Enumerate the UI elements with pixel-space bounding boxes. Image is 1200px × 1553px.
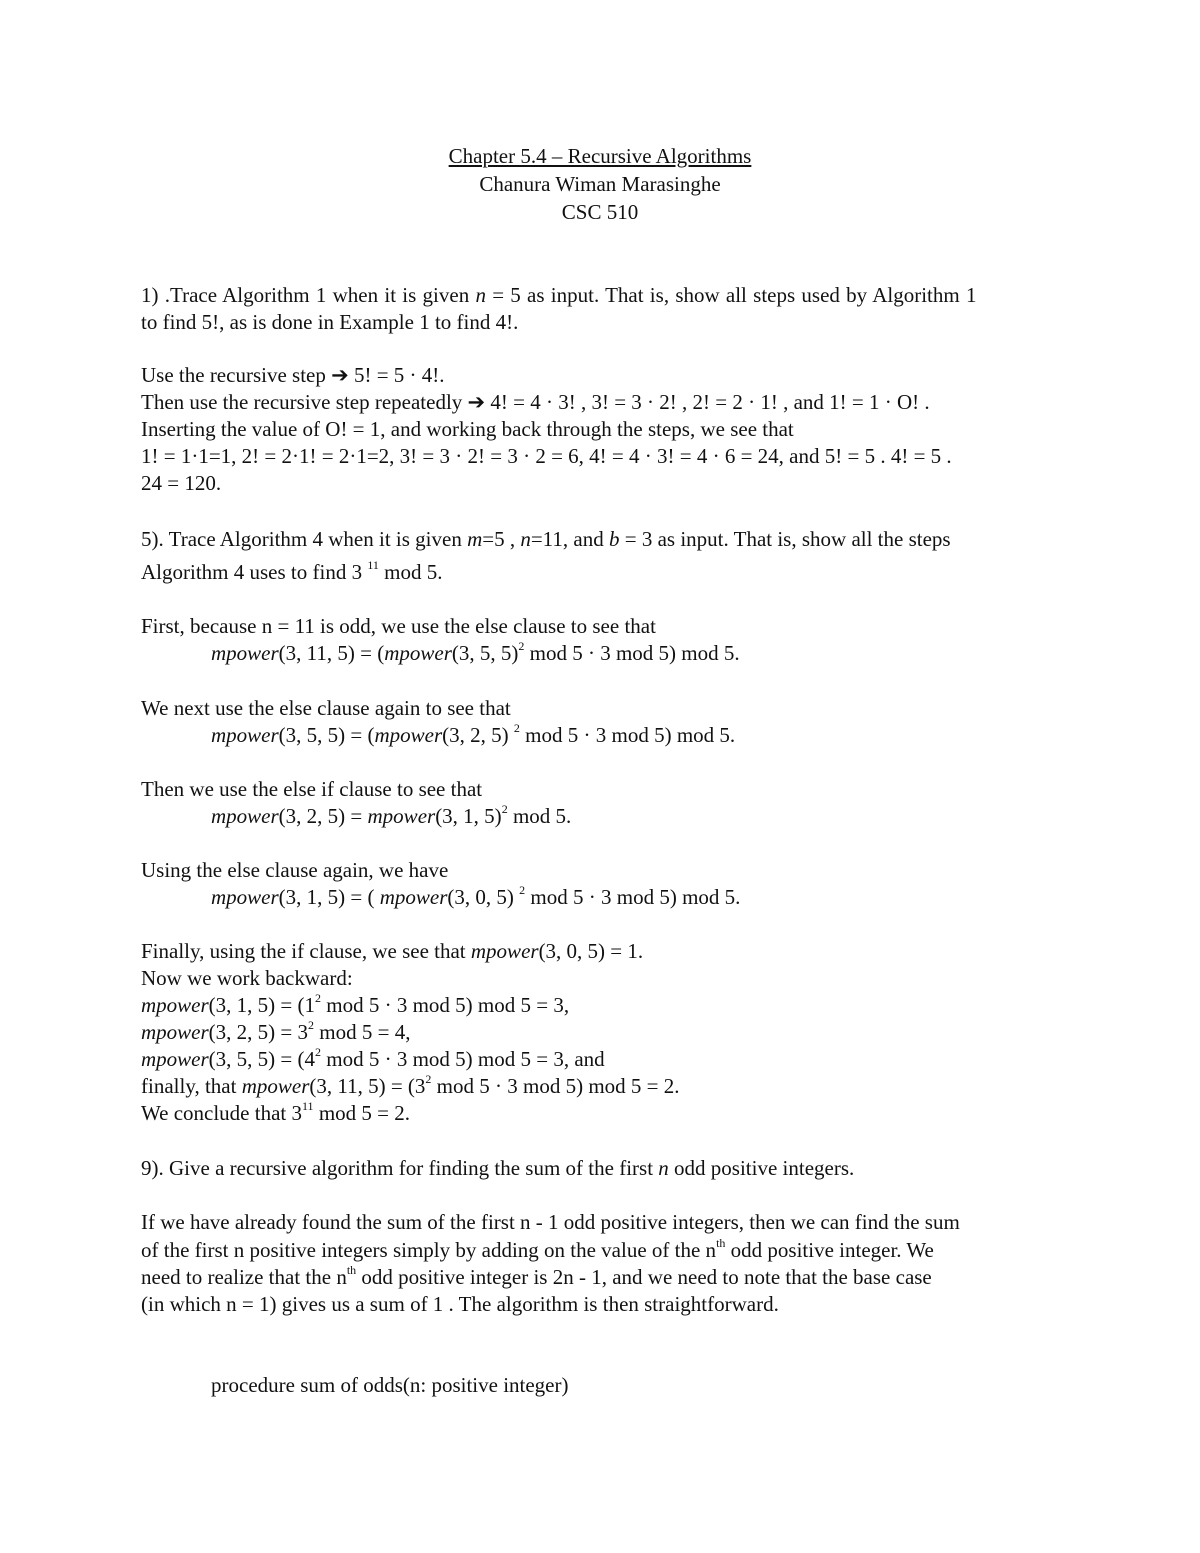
q5-step1-text: First, because n = 11 is odd, we use the else clause to see that bbox=[141, 614, 656, 638]
q5-step2-text: We next use the else clause again to see that bbox=[141, 696, 511, 720]
author-name: Chanura Wiman Marasinghe bbox=[479, 172, 721, 196]
q5-backward-line3: mpower(3, 5, $5) = (4^2$ mod 5 · 3 mod 5) mod 5 = 3, and bbox=[141, 1045, 605, 1071]
q5-step5-text: Finally, using the if clause, we see that mpower(3, 0, 5) = 1. bbox=[141, 939, 644, 963]
q1-answer-line3: Inserting the value of O! = 1, and working back through the steps, we see that bbox=[141, 417, 794, 441]
q5-step6-text: Now we work backward: bbox=[141, 966, 353, 990]
arrow-icon: ➔ bbox=[331, 363, 349, 387]
q5-backward-line1: mpower(3, 1, $5) = (1^2$ mod 5 · 3 mod 5) mod 5 = 3, bbox=[141, 991, 570, 1017]
q1-answer-line5: 24 = 120. bbox=[141, 471, 222, 495]
course-code: CSC 510 bbox=[561, 200, 639, 224]
q5-prompt-line1: 5). Trace Algorithm 4 when it is given m=5 , n=11, and b = 3 as input. That is, show all the steps bbox=[141, 527, 951, 551]
arrow-icon: ➔ bbox=[467, 390, 486, 414]
page-title: Chapter 5.4 – Recursive Algorithms bbox=[448, 144, 752, 168]
q1-answer-line4: 1! = 1·1=1, 2! = 2·1! = 2·1=2, 3! = 3 · 2! = 3 · 2 = 6, 4! = 4 · 3! = 4 · 6 = 24, and 5! = 5 . 4! = 5 . bbox=[141, 444, 952, 468]
q9-answer-line4: (in which n = 1) gives us a sum of 1 . The algorithm is then straightforward. bbox=[141, 1292, 779, 1316]
q5-step4-text: Using the else clause again, we have bbox=[141, 858, 449, 882]
q5-step3-text: Then we use the else if clause to see that bbox=[141, 777, 483, 801]
q5-backward-line2: mpower(3, 2, $5) = 3^2$ mod 5 = 4, bbox=[141, 1018, 411, 1044]
q1-prompt-line1: 1) .Trace Algorithm 1 when it is given n = 5 as input. That is, show all steps used by Algorithm 1 bbox=[141, 283, 977, 307]
q9-prompt: 9). Give a recursive algorithm for finding the sum of the first n odd positive integers. bbox=[141, 1156, 855, 1180]
q5-step4-equation: mpower(3, 1, 5) = ( mpower(3, 0, 5) $^2$ mod 5 · 3 mod 5) mod 5. bbox=[211, 883, 741, 909]
q9-answer-line3: need to realize that the $n^{th}$ odd positive integer is 2n - 1, and we need to note that the base case bbox=[141, 1263, 932, 1289]
q5-step3-equation: mpower(3, 2, 5) = mpower(3, 1, 5)$^2$ mod 5. bbox=[211, 802, 572, 828]
q1-answer-line2: Then use the recursive step repeatedly ➔ 4! = 4 · 3! , 3! = 3 · 2! , 2! = 2 · 1! , and 1! = 1 · O! . bbox=[141, 390, 930, 414]
q1-answer-line1: Use the recursive step ➔ 5! = 5 · 4!. bbox=[141, 363, 445, 387]
q5-step2-equation: mpower(3, 5, 5) = (mpower(3, 2, 5) $^2$ mod 5 · 3 mod 5) mod 5. bbox=[211, 721, 736, 747]
q9-answer-line1: If we have already found the sum of the first n - 1 odd positive integers, then we can find the sum bbox=[141, 1210, 960, 1234]
q5-prompt-line2: Algorithm 4 uses to find 3 $^{11}$ mod 5. bbox=[141, 558, 443, 584]
q9-answer-line2: of the first n positive integers simply by adding on the value of the $n^{th}$ odd positive integer. We bbox=[141, 1236, 934, 1262]
q5-conclusion: We conclude that $3^{11}$ mod 5 = 2. bbox=[141, 1099, 410, 1125]
q5-backward-line4: finally, that mpower(3, 11, $5) = (3^2$ mod 5 · 3 mod 5) mod 5 = 2. bbox=[141, 1072, 680, 1098]
q1-prompt-line2: to find 5!, as is done in Example 1 to find 4!. bbox=[141, 310, 519, 334]
q9-procedure-header: procedure sum of odds(n: positive integer) bbox=[211, 1373, 569, 1397]
q5-step1-equation: mpower(3, 11, 5) = (mpower(3, 5, 5)$^2$ mod 5 · 3 mod 5) mod 5. bbox=[211, 639, 740, 665]
